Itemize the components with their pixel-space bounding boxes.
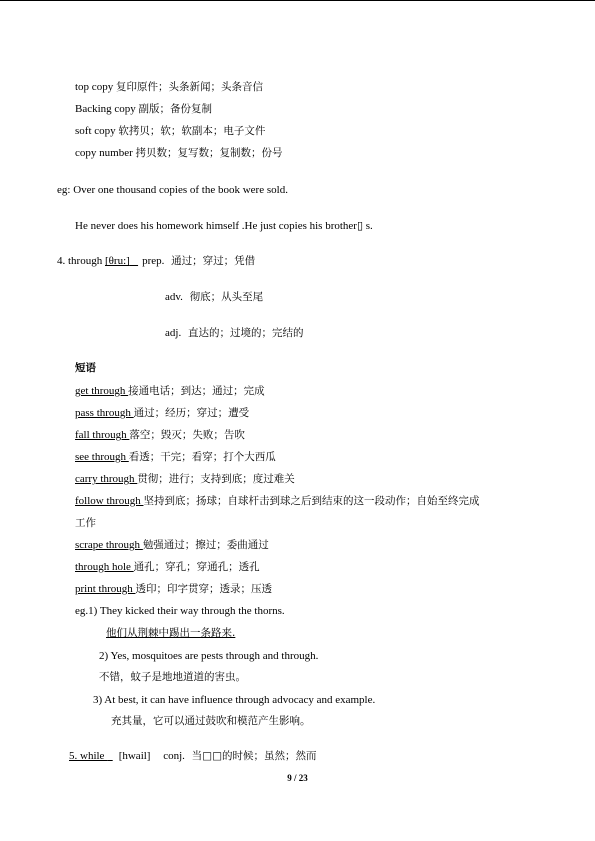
pos: adj.: [165, 327, 182, 339]
pos: conj.: [163, 750, 185, 762]
pos: adv.: [165, 291, 183, 303]
phonetic: [hwail]: [118, 750, 151, 762]
meaning: 副版；备份复制: [138, 103, 213, 115]
pos: prep.: [142, 255, 165, 267]
through-example-3-cn: 充其量，它可以通过鼓吹和模范产生影响。: [111, 715, 311, 727]
phrase-meaning: 贯彻；进行；支持到底；度过难关: [137, 473, 295, 485]
example-translation: 他们从荆棘中踢出一条路来: [106, 627, 232, 639]
meaning: 软拷贝；软；软副本；电子文件: [118, 125, 266, 137]
phrase-term: fall through: [75, 429, 130, 441]
phrase-carry-through: [75, 472, 295, 486]
copy-item-copy-number: [75, 146, 282, 160]
phrase-follow-through: [75, 494, 479, 508]
copy-example-1: eg: Over one thousand copies of the book were sold.: [57, 184, 288, 196]
entry-number: 4. through: [57, 255, 105, 267]
through-example-3-en: 3) At best, it can have influence through advocacy and example.: [93, 694, 376, 706]
copy-example-2: He never does his homework himself .He just copies his brother▯ s.: [75, 220, 373, 232]
term: copy number: [75, 147, 133, 159]
phrase-term: pass through: [75, 407, 134, 419]
phrase-follow-through-continuation: 工作: [75, 517, 96, 529]
phrase-term: follow through: [75, 495, 144, 507]
phrase-meaning: 勉强通过；擦过；委曲通过: [142, 539, 269, 551]
meaning: 当□□的时候；虽然；然而: [191, 750, 317, 762]
entry-word: 5. while: [69, 750, 108, 762]
copy-item-backing-copy: [75, 102, 212, 116]
phrases-heading: 短语: [75, 362, 96, 374]
phrase-term: get through: [75, 385, 129, 397]
meaning: 复印原件；头条新闻；头条音信: [115, 81, 263, 93]
phrase-pass-through: [75, 406, 249, 420]
phrase-print-through: [75, 582, 272, 596]
term: top copy: [75, 81, 114, 93]
phrase-meaning: 通过；经历；穿过；遭受: [133, 407, 250, 419]
spacer: [107, 750, 113, 762]
through-example-2-en: 2) Yes, mosquitoes are pests through and through.: [99, 650, 319, 662]
copy-item-soft-copy: [75, 124, 265, 138]
phrase-scrape-through: [75, 538, 269, 552]
while-headword: [69, 749, 317, 763]
through-adv: [165, 290, 263, 304]
phrase-see-through: [75, 450, 276, 464]
meaning: 彻底；从头至尾: [189, 291, 264, 303]
through-example-2-cn: 不错，蚊子是地地道道的害虫。: [99, 671, 246, 683]
phrase-term: see through: [75, 451, 129, 463]
phrase-fall-through: [75, 428, 245, 442]
top-rule: [0, 0, 595, 1]
spacer: [130, 255, 138, 267]
copy-item-top-copy: [75, 80, 263, 94]
through-example-1-cn: [106, 626, 235, 640]
page-number: 9 / 23: [287, 773, 308, 783]
meaning: 直达的；过境的；完结的: [187, 327, 304, 339]
phrase-term: through hole: [75, 561, 134, 573]
phrase-term: scrape through: [75, 539, 143, 551]
phrase-meaning: 坚持到底；扬球；自球杆击到球之后到结束的这一段动作；自始至终完成: [143, 495, 480, 507]
phrase-meaning: 看透；干完；看穿；打个大西瓜: [128, 451, 276, 463]
meaning: 拷贝数；复写数；复制数；份号: [135, 147, 283, 159]
phrase-get-through: [75, 384, 265, 398]
phrase-meaning: 透印；印字贯穿；透录；压透: [135, 583, 272, 595]
phrase-term: carry through: [75, 473, 138, 485]
term: Backing copy: [75, 103, 136, 115]
term: soft copy: [75, 125, 116, 137]
phrase-meaning: 落空；毁灭；失败；告吹: [129, 429, 245, 441]
phrase-through-hole: [75, 560, 260, 574]
through-headword: [57, 254, 255, 268]
phrase-meaning: 接通电话；到达；通过；完成: [128, 385, 265, 397]
phrase-meaning: 通孔；穿孔；穿通孔；透孔: [133, 561, 260, 573]
phrase-term: print through: [75, 583, 136, 595]
period: .: [232, 627, 236, 639]
through-adj: [165, 326, 303, 340]
through-example-1-en: eg.1) They kicked their way through the thorns.: [75, 605, 285, 617]
phonetic: [θru:]: [104, 255, 130, 267]
meaning: 通过；穿过；凭借: [171, 255, 256, 267]
